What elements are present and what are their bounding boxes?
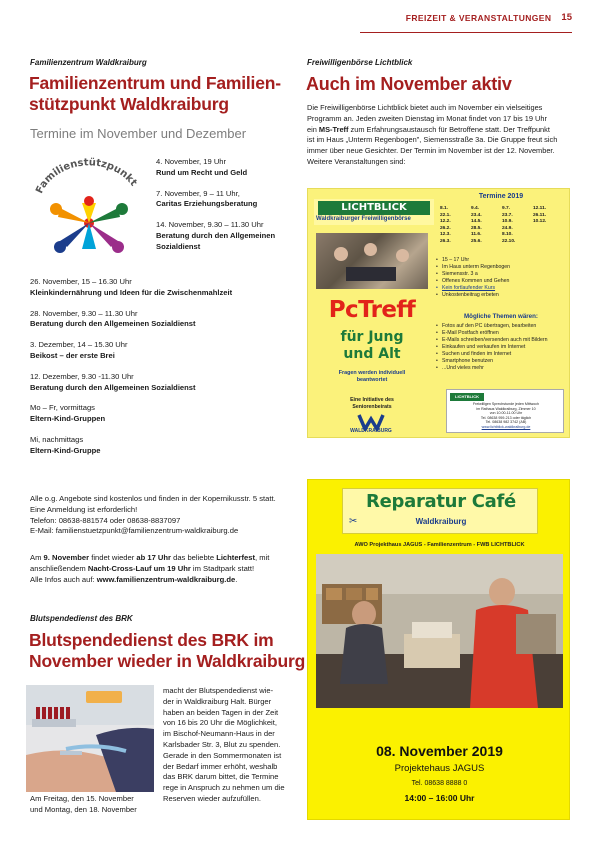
termin-date: 26.2. [440,225,451,231]
info-block: Alle o.g. Angebote sind kostenlos und finden in der Kopernikusstr. 5 statt. Eine Anmeldung ist erforderlich! Telefon: 08638-881574 oder 08638-8837097 E-Mail: familienstuetzpunkt@familienzentrum-waldkraiburg.de [30,494,276,536]
blood-donation-photo [26,685,154,792]
termin-date: 12.2. [440,219,451,224]
event-title: Eltern-Kind-Gruppen [30,414,106,424]
lichterfest-paragraph: Am 9. November findet wieder ab 17 Uhr das beliebte Lichterfest, mit anschließendem Nacht-Cross-Lauf um 19 Uhr im Stadtpark statt! Alle Infos auch auf: www.familienzentrum-waldkraiburg.de. [30,553,270,584]
event-date: 28. November, 9.30 – 11.30 Uhr [30,308,138,318]
familienstuetzpunkt-logo [30,153,148,263]
themen-heading: Mögliche Themen wären: [464,313,538,320]
lichtblick-logo: LICHTBLICK Waldkraiburger Freiwilligenbörse [314,199,434,225]
event-date: 14. November, 9.30 – 11.30 Uhr [156,220,264,230]
blood-text-right: macht der Blutspendedienst wie- der in Waldkraiburg Halt. Bürger haben an beiden Tagen in der Zeit von 16 bis 20 Uhr die Möglichkeit, im Bischof-Neumann-Haus in der Karlsbader Str. 3, Blut zu spenden. Gerade in den Sommermonaten ist der Bedarf immer erhöht, weshalb das BRK darum bittet, die Termine rege in Anspruch zu nehmen um die Reserven wieder aufzufüllen. [163,686,285,803]
termin-date: 23.4. [471,212,482,218]
reparatur-cafe-logo: Reparatur Café ✂ Waldkraiburg [342,488,538,534]
themen-list: • Fotos auf den PC übertragen, bearbeiten • E-Mail Postfach eröffnen • E-Mails schreiben/versenden auch mit Bildern • Einkaufen und verkaufen im Internet • Suchen und finden im Internet • Smartphone benutzen • ...Und vieles mehr [436,323,568,372]
event-title: Kleinkindernährung und Ideen für die Zwischenmahlzeit [30,287,233,297]
section-title: FREIZEIT & VERANSTALTUNGEN [405,12,552,23]
event-date: 4. November, 19 Uhr [156,157,227,166]
svg-text:Familienstützpunkt: Familienstützpunkt [34,157,139,196]
article-subtitle: Termine im November und Dezember [30,126,247,141]
city-name: WALDKRAIBURG [350,428,392,434]
page-number: 15 [561,12,572,23]
event-title: Caritas Erziehungsberatung [156,199,258,209]
article-kicker: Familienzentrum Waldkraiburg [30,58,147,67]
termine-dates [440,206,564,245]
blood-title: Blutspendedienst des BRK im November wieder in Waldkraiburg [29,630,306,671]
termine-box: Termine 2019 8.1. 9.4. 9.7. 12.11. 22.1. 23.4. 23.7. 26.11. 12.2. 14.5. 10.9. 10.12. 26.2. 28.5. 24.9. 12.3. 11.6. 8.10. 26.3. 25.6. 22.10. [436,193,566,253]
event-title: Beratung durch den Allgemeinen Sozialdienst [30,382,196,392]
termin-date: 8.10. [502,232,513,237]
initiative-text: Eine Initiative des Seniorenbeirats [350,397,394,410]
page-header [406,12,572,23]
website-link: www.familienzentrum-waldkraiburg.de [96,574,236,584]
right-body: Die Freiwilligenbörse Lichtblick bietet auch im November ein vielseitiges Programm an. Jeden zweiten Dienstag im Monat findet von 17 bis 19 Uhr ein MS-Treff zum Erfahrungsaustausch für Betroffene statt. Der Treffpunkt ist im Haus „Unterm Regenbogen", Siemensstraße 3a. Die Gruppe freut sich immer über neue Gesichter. Der Termin im November ist der 12. November. Weitere Veranstaltungen sind: [307,103,558,166]
termin-date: 10.9. [502,219,513,224]
termin-date: 8.1. [440,206,449,211]
events-right-list [156,157,275,253]
blood-text-left: Am Freitag, den 15. November und Montag, den 18. November [30,794,137,814]
termin-date: 22.10. [502,238,516,244]
event-title: Eltern-Kind-Gruppe [30,445,101,455]
pctreff-flyer [307,188,570,438]
event-phone: Tel. 08638 8888 0 [411,780,468,787]
termin-date [533,239,564,246]
events-full-list [30,277,232,457]
tools-icon: ✂ [349,516,358,527]
termin-date: 28.5. [471,225,482,231]
event-date: 3. Dezember, 14 – 15.30 Uhr [30,340,128,350]
contact-card: LICHTBLICK Freiwilligen Sprechstunde jeden Mittwoch im Rathaus Waldkraiburg, Zimmer 10 von 10.00-11.00 Uhr Tel. 08638 959-213 oder täglich Tel. 08638 982 3742 (AB) www.lichtblick-waldkraiburg.de [446,389,564,433]
termin-date: 12.3. [440,232,451,237]
header-rule [360,32,572,33]
termin-date: 25.6. [471,238,482,244]
event-date: Mi, nachmittags [30,434,84,444]
right-title: Auch im November aktiv [306,74,512,94]
fragen-text: Fragen werden individuell beantwortet [338,370,406,383]
pctreff-subtitle: für Jung und Alt [340,329,404,362]
event-date: 12. Dezember, 9.30 -11.30 Uhr [30,371,134,381]
reparatur-cafe-photo [316,554,563,708]
event-title: Beikost – der erste Brei [30,350,115,360]
termin-date: 14.5. [471,219,482,224]
event-title: Beratung durch den Allgemeinen [156,230,276,240]
termin-date: 23.7. [502,212,513,218]
article-title: Familienzentrum und Familien- stützpunkt Waldkraiburg [29,73,281,114]
event-title: Beratung durch den Allgemeinen Sozialdienst [30,319,196,329]
pctreff-info-list: • 15 – 17 Uhr • Im Haus unterm Regenbogen • Siemensstr. 3 a • Offenes Kommen und Gehen • Kein fortlaufender Kurs • Unkostenbeitrag erbeten [436,257,568,300]
blood-kicker: Blutspendedienst des BRK [30,614,133,623]
termin-date: 12.11. [533,206,547,211]
organizers: AWO Projekthaus JAGUS - Familienzentrum - FWB LICHTBLICK [354,542,525,548]
termin-date: 26.11. [533,212,547,218]
email-address: E-Mail: familienstuetzpunkt@familienzentrum-waldkraiburg.de [30,526,239,536]
event-date: 26. November, 15 – 16.30 Uhr [30,277,132,286]
pctreff-photo [316,233,428,289]
right-kicker: Freiwilligenbörse Lichtblick [307,58,413,67]
event-location: Projektehaus JAGUS [394,763,485,774]
termin-date: 22.1. [440,212,451,218]
termin-date: 11.6. [471,232,482,237]
pctreff-title: PcTreff [328,297,416,323]
termin-date: 9.4. [471,206,480,211]
termin-date: 26.3. [440,238,451,244]
event-date: 7. November, 9 – 11 Uhr, [156,188,240,198]
event-title: Rund um Recht und Geld [156,167,248,177]
termin-date: 10.12. [533,219,547,224]
event-title-cont: Sozialdienst [156,241,201,251]
termin-date: 9.7. [502,206,511,211]
event-date: Mo – Fr, vormittags [30,403,95,413]
reparatur-cafe-flyer [307,479,570,820]
termin-date: 24.9. [502,225,513,231]
event-date: 08. November 2019 [376,743,503,759]
event-time: 14:00 – 16:00 Uhr [404,793,475,803]
